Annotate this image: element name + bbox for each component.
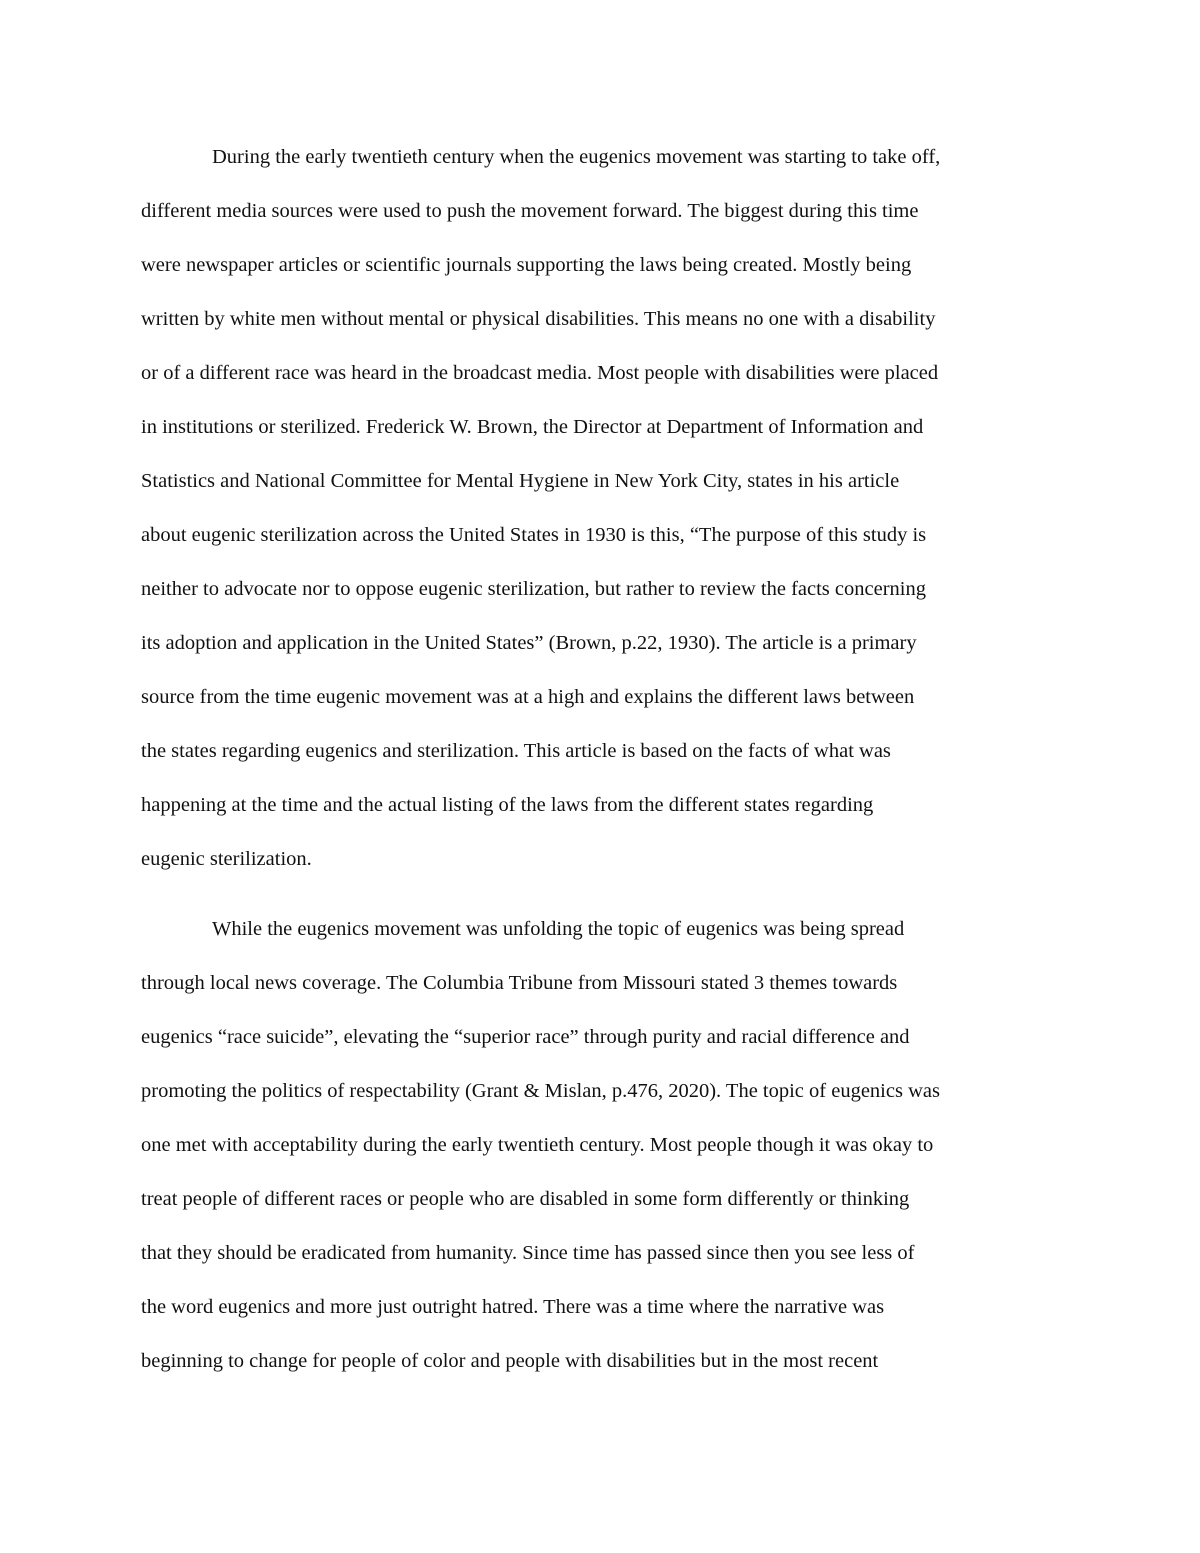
paragraph-2-line-8: the word eugenics and more just outright hatred. There was a time where the narrative was [141,1296,885,1318]
paragraph-2-line-5: one met with acceptability during the early twentieth century. Most people though it was okay to [141,1134,934,1156]
paragraph-1-line-3: were newspaper articles or scientific journals supporting the laws being created. Mostly being [141,254,912,276]
paragraph-1-line-14: eugenic sterilization. [141,848,312,870]
paragraph-2-line-7: that they should be eradicated from humanity. Since time has passed since then you see less of [141,1242,915,1264]
paragraph-2-line-2: through local news coverage. The Columbia Tribune from Missouri stated 3 themes towards [141,972,898,994]
paragraph-1-line-10: its adoption and application in the United States” (Brown, p.22, 1930). The article is a primary [141,632,917,654]
paragraph-2-line-4: promoting the politics of respectability (Grant & Mislan, p.476, 2020). The topic of eugenics was [141,1080,940,1102]
paragraph-1-line-12: the states regarding eugenics and sterilization. This article is based on the facts of what was [141,740,891,762]
paragraph-1-line-8: about eugenic sterilization across the United States in 1930 is this, “The purpose of this study is [141,524,927,546]
paragraph-1-line-9: neither to advocate nor to oppose eugenic sterilization, but rather to review the facts concerning [141,578,926,600]
paragraph-2-line-9: beginning to change for people of color and people with disabilities but in the most recent [141,1350,879,1372]
paragraph-1-line-4: written by white men without mental or physical disabilities. This means no one with a disability [141,308,936,330]
paragraph-1-line-2: different media sources were used to push the movement forward. The biggest during this time [141,200,919,222]
paragraph-1-line-11: source from the time eugenic movement was at a high and explains the different laws between [141,686,915,708]
paragraph-1-line-13: happening at the time and the actual listing of the laws from the different states regarding [141,794,874,816]
paragraph-1-line-1: During the early twentieth century when the eugenics movement was starting to take off, [212,146,941,168]
paragraph-1-line-5: or of a different race was heard in the broadcast media. Most people with disabilities were placed [141,362,939,384]
paragraph-2-line-3: eugenics “race suicide”, elevating the “superior race” through purity and racial difference and [141,1026,910,1048]
paragraph-2-line-6: treat people of different races or people who are disabled in some form differently or thinking [141,1188,910,1210]
paragraph-2-line-1: While the eugenics movement was unfolding the topic of eugenics was being spread [212,918,905,940]
paragraph-1-line-7: Statistics and National Committee for Mental Hygiene in New York City, states in his article [141,470,900,492]
paragraph-1-line-6: in institutions or sterilized. Frederick W. Brown, the Director at Department of Information and [141,416,924,438]
